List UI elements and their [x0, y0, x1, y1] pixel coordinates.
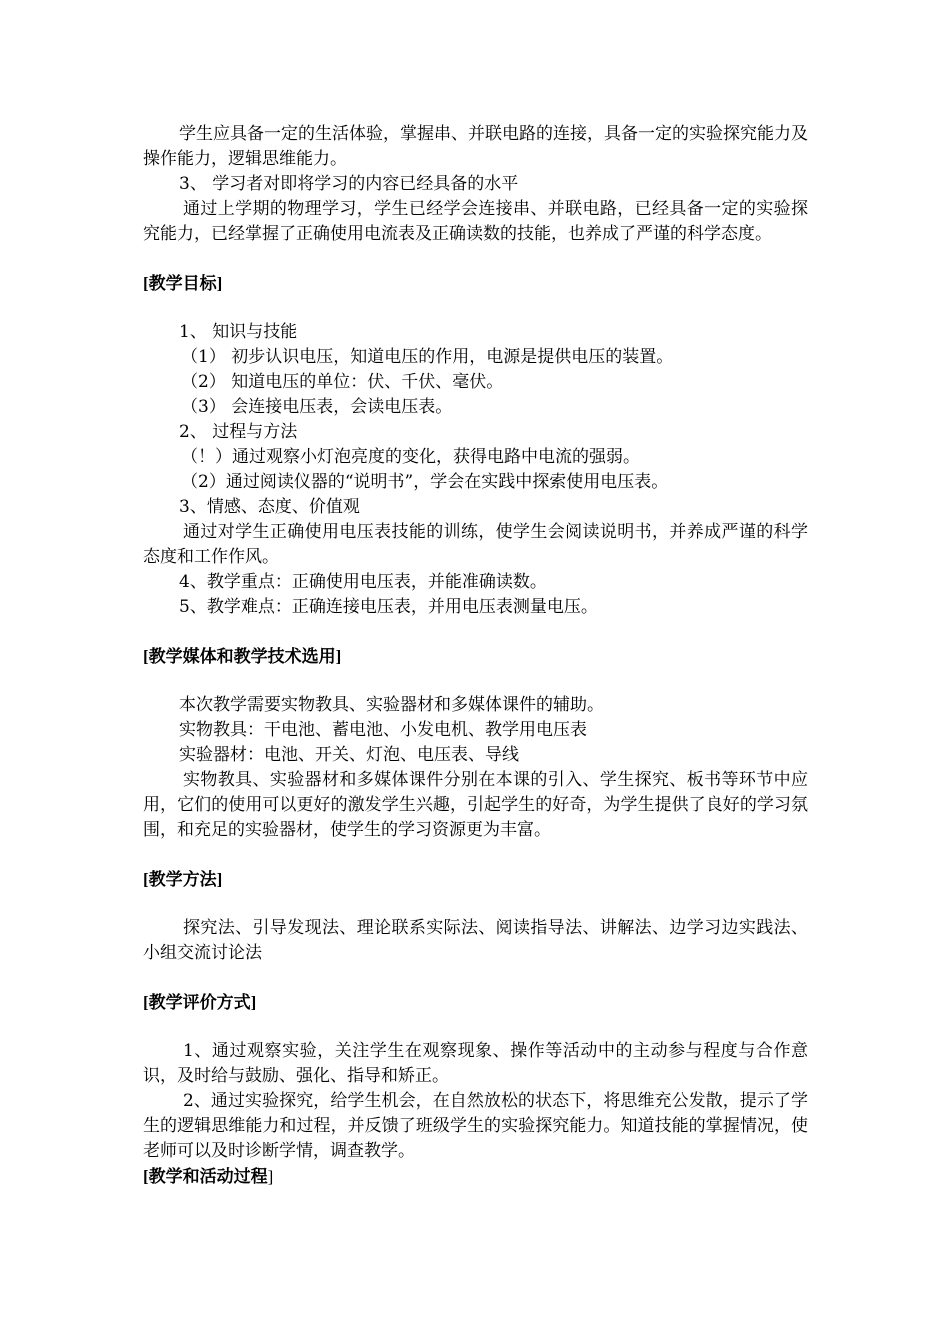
- media-heading: [教学媒体和教学技术选用]: [143, 647, 342, 666]
- media-line-equipment: 实验器材：电池、开关、灯泡、电压表、导线: [179, 745, 519, 765]
- goal-item-knowledge: 1、 知识与技能: [179, 322, 298, 342]
- goal-subitem-1-1: （1） 初步认识电压，知道电压的作用，电源是提供电压的装置。: [181, 347, 674, 367]
- goal-subitem-2-1: （！）通过观察小灯泡亮度的变化，获得电路中电流的强弱。: [181, 447, 640, 467]
- learner-level-paragraph: 通过上学期的物理学习，学生已经学会连接串、并联电路，已经具备一定的实验探究能力，已经掌握了正确使用电流表及正确读数的技能，也养成了严谨的科学态度。: [143, 199, 808, 244]
- goal-subitem-1-3: （3） 会连接电压表，会读电压表。: [181, 397, 453, 417]
- goal-subitem-1-2: （2） 知道电压的单位：伏、千伏、毫伏。: [181, 372, 504, 392]
- goals-heading: [教学目标]: [143, 274, 223, 293]
- learner-experience-paragraph: 学生应具备一定的生活体验，掌握串、并联电路的连接，具备一定的实验探究能力及操作能力，逻辑思维能力。: [143, 124, 808, 169]
- goal-item-attitude: 3、情感、态度、价值观: [179, 497, 360, 517]
- goal-item-key-point: 4、教学重点：正确使用电压表，并能准确读数。: [179, 572, 547, 592]
- media-line-props: 实物教具：干电池、蓄电池、小发电机、教学用电压表: [179, 720, 587, 740]
- process-heading-bracket: ]: [267, 1167, 274, 1186]
- methods-heading: [教学方法]: [143, 870, 223, 889]
- evaluation-paragraph-1: 1、通过观察实验，关注学生在观察现象、操作等活动中的主动参与程度与合作意识，及时给与鼓励、强化、指导和矫正。: [143, 1041, 808, 1086]
- learner-level-item: 3、 学习者对即将学习的内容已经具备的水平: [179, 174, 519, 194]
- process-heading: [143, 1164, 808, 1189]
- methods-paragraph: 探究法、引导发现法、理论联系实际法、阅读指导法、讲解法、边学习边实践法、小组交流讨论法: [143, 918, 808, 963]
- goal-subitem-2-2: （2）通过阅读仪器的“说明书”，学会在实践中探索使用电压表。: [181, 472, 669, 492]
- media-line-intro: 本次教学需要实物教具、实验器材和多媒体课件的辅助。: [179, 695, 604, 715]
- media-paragraph: 实物教具、实验器材和多媒体课件分别在本课的引入、学生探究、板书等环节中应用，它们的使用可以更好的激发学生兴趣，引起学生的好奇，为学生提供了良好的学习氛围，和充足的实验器材，使学生的学习资源更为丰富。: [143, 770, 808, 840]
- process-heading-text: [教学和活动过程: [143, 1167, 268, 1186]
- goal-item-difficulty: 5、教学难点：正确连接电压表，并用电压表测量电压。: [179, 597, 598, 617]
- evaluation-paragraph-2: 2、通过实验探究，给学生机会，在自然放松的状态下，将思维充公发散，提示了学生的逻辑思维能力和过程，并反馈了班级学生的实验探究能力。知道技能的掌握情况，使老师可以及时诊断学情，调查教学。: [143, 1091, 808, 1161]
- document-page: [143, 122, 808, 1189]
- goal-attitude-paragraph: 通过对学生正确使用电压表技能的训练，使学生会阅读说明书，并养成严谨的科学态度和工作作风。: [143, 522, 808, 567]
- goal-item-process: 2、 过程与方法: [179, 422, 298, 442]
- evaluation-heading: [教学评价方式]: [143, 993, 257, 1012]
